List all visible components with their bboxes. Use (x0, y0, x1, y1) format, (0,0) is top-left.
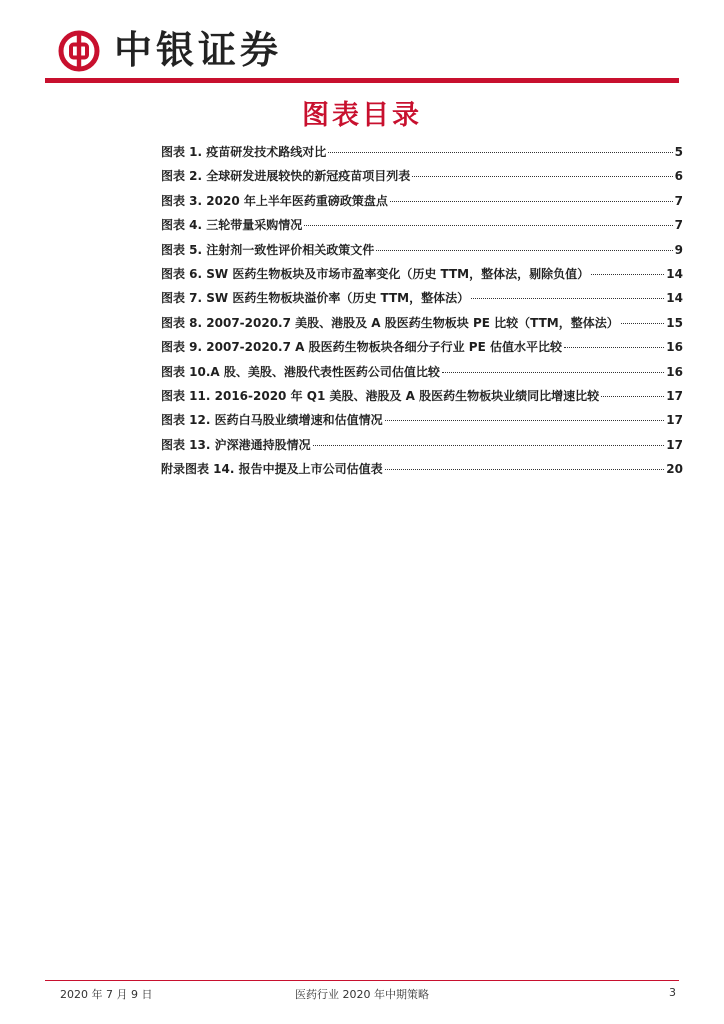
toc-entry-page: 16 (666, 340, 683, 355)
toc-entry-page: 14 (666, 291, 683, 306)
toc-leader-dots (376, 250, 672, 251)
toc-entry-label: 图表 7. SW 医药生物板块溢价率（历史 TTM，整体法） (161, 291, 470, 306)
toc-entry-label: 图表 2. 全球研发进展较快的新冠疫苗项目列表 (161, 169, 411, 184)
toc-entry[interactable] (161, 436, 683, 460)
toc-entry-page: 20 (666, 462, 683, 477)
toc-entry-label: 图表 8. 2007-2020.7 美股、港股及 A 股医药生物板块 PE 比较（TTM，整体法） (161, 315, 619, 330)
toc-leader-dots (601, 396, 664, 397)
toc-leader-dots (390, 201, 673, 202)
toc-entry-label: 图表 11. 2016-2020 年 Q1 美股、港股及 A 股医药生物板块业绩同比增速比较 (161, 388, 600, 403)
toc-entry-page: 16 (666, 364, 683, 379)
footer-divider (45, 980, 679, 981)
toc-leader-dots (412, 176, 672, 177)
toc-entry-page: 7 (674, 218, 683, 233)
page-title: 图表目录 (302, 100, 422, 131)
header-divider (45, 78, 679, 83)
toc-leader-dots (385, 469, 665, 470)
toc-leader-dots (328, 152, 672, 153)
toc-entry-label: 图表 4. 三轮带量采购情况 (161, 218, 303, 233)
toc-entry-page: 17 (666, 437, 683, 452)
toc-entry[interactable] (161, 265, 683, 289)
toc-leader-dots (304, 225, 672, 226)
toc-entry-label: 图表 13. 沪深港通持股情况 (161, 437, 311, 452)
toc-leader-dots (385, 420, 665, 421)
toc-entry[interactable] (161, 338, 683, 362)
table-of-contents (161, 143, 683, 484)
toc-entry[interactable] (161, 314, 683, 338)
toc-entry[interactable] (161, 387, 683, 411)
toc-entry[interactable] (161, 192, 683, 216)
page-header (0, 0, 724, 86)
toc-entry-label: 图表 12. 医药白马股业绩增速和估值情况 (161, 413, 383, 428)
footer-date: 2020 年 7 月 9 日 (60, 988, 153, 1001)
toc-entry-page: 17 (666, 413, 683, 428)
toc-entry[interactable] (161, 363, 683, 387)
toc-leader-dots (471, 298, 664, 299)
toc-entry[interactable] (161, 241, 683, 265)
toc-entry[interactable] (161, 167, 683, 191)
toc-leader-dots (621, 323, 665, 324)
toc-leader-dots (564, 347, 664, 348)
toc-entry-label: 图表 10.A 股、美股、港股代表性医药公司估值比较 (161, 364, 440, 379)
toc-entry[interactable] (161, 460, 683, 484)
toc-entry-page: 6 (674, 169, 683, 184)
toc-entry-label: 图表 1. 疫苗研发技术路线对比 (161, 145, 327, 159)
toc-entry-page: 5 (674, 145, 683, 159)
toc-entry-label: 图表 3. 2020 年上半年医药重磅政策盘点 (161, 193, 388, 208)
toc-entry-label: 图表 9. 2007-2020.7 A 股医药生物板块各细分子行业 PE 估值水平比较 (161, 340, 562, 355)
footer-report-title: 医药行业 2020 年中期策略 (295, 988, 429, 1001)
toc-entry-label: 图表 5. 注射剂一致性评价相关政策文件 (161, 242, 375, 257)
toc-entry-page: 7 (674, 193, 683, 208)
footer-page-number: 3 (669, 986, 676, 999)
brand-name: 中银证券 (114, 27, 283, 72)
toc-entry-page: 9 (674, 242, 683, 257)
toc-entry[interactable] (161, 411, 683, 435)
toc-entry-label: 图表 6. SW 医药生物板块及市场市盈率变化（历史 TTM，整体法，剔除负值） (161, 266, 590, 281)
toc-entry-page: 15 (666, 315, 683, 330)
toc-entry[interactable] (161, 216, 683, 240)
toc-entry[interactable] (161, 289, 683, 313)
bank-of-china-logo-icon (58, 30, 100, 72)
toc-leader-dots (591, 274, 664, 275)
toc-leader-dots (313, 445, 665, 446)
toc-leader-dots (442, 372, 664, 373)
toc-entry-page: 14 (666, 266, 683, 281)
toc-entry[interactable] (161, 143, 683, 167)
toc-entry-label: 附录图表 14. 报告中提及上市公司估值表 (161, 462, 383, 477)
toc-entry-page: 17 (666, 388, 683, 403)
